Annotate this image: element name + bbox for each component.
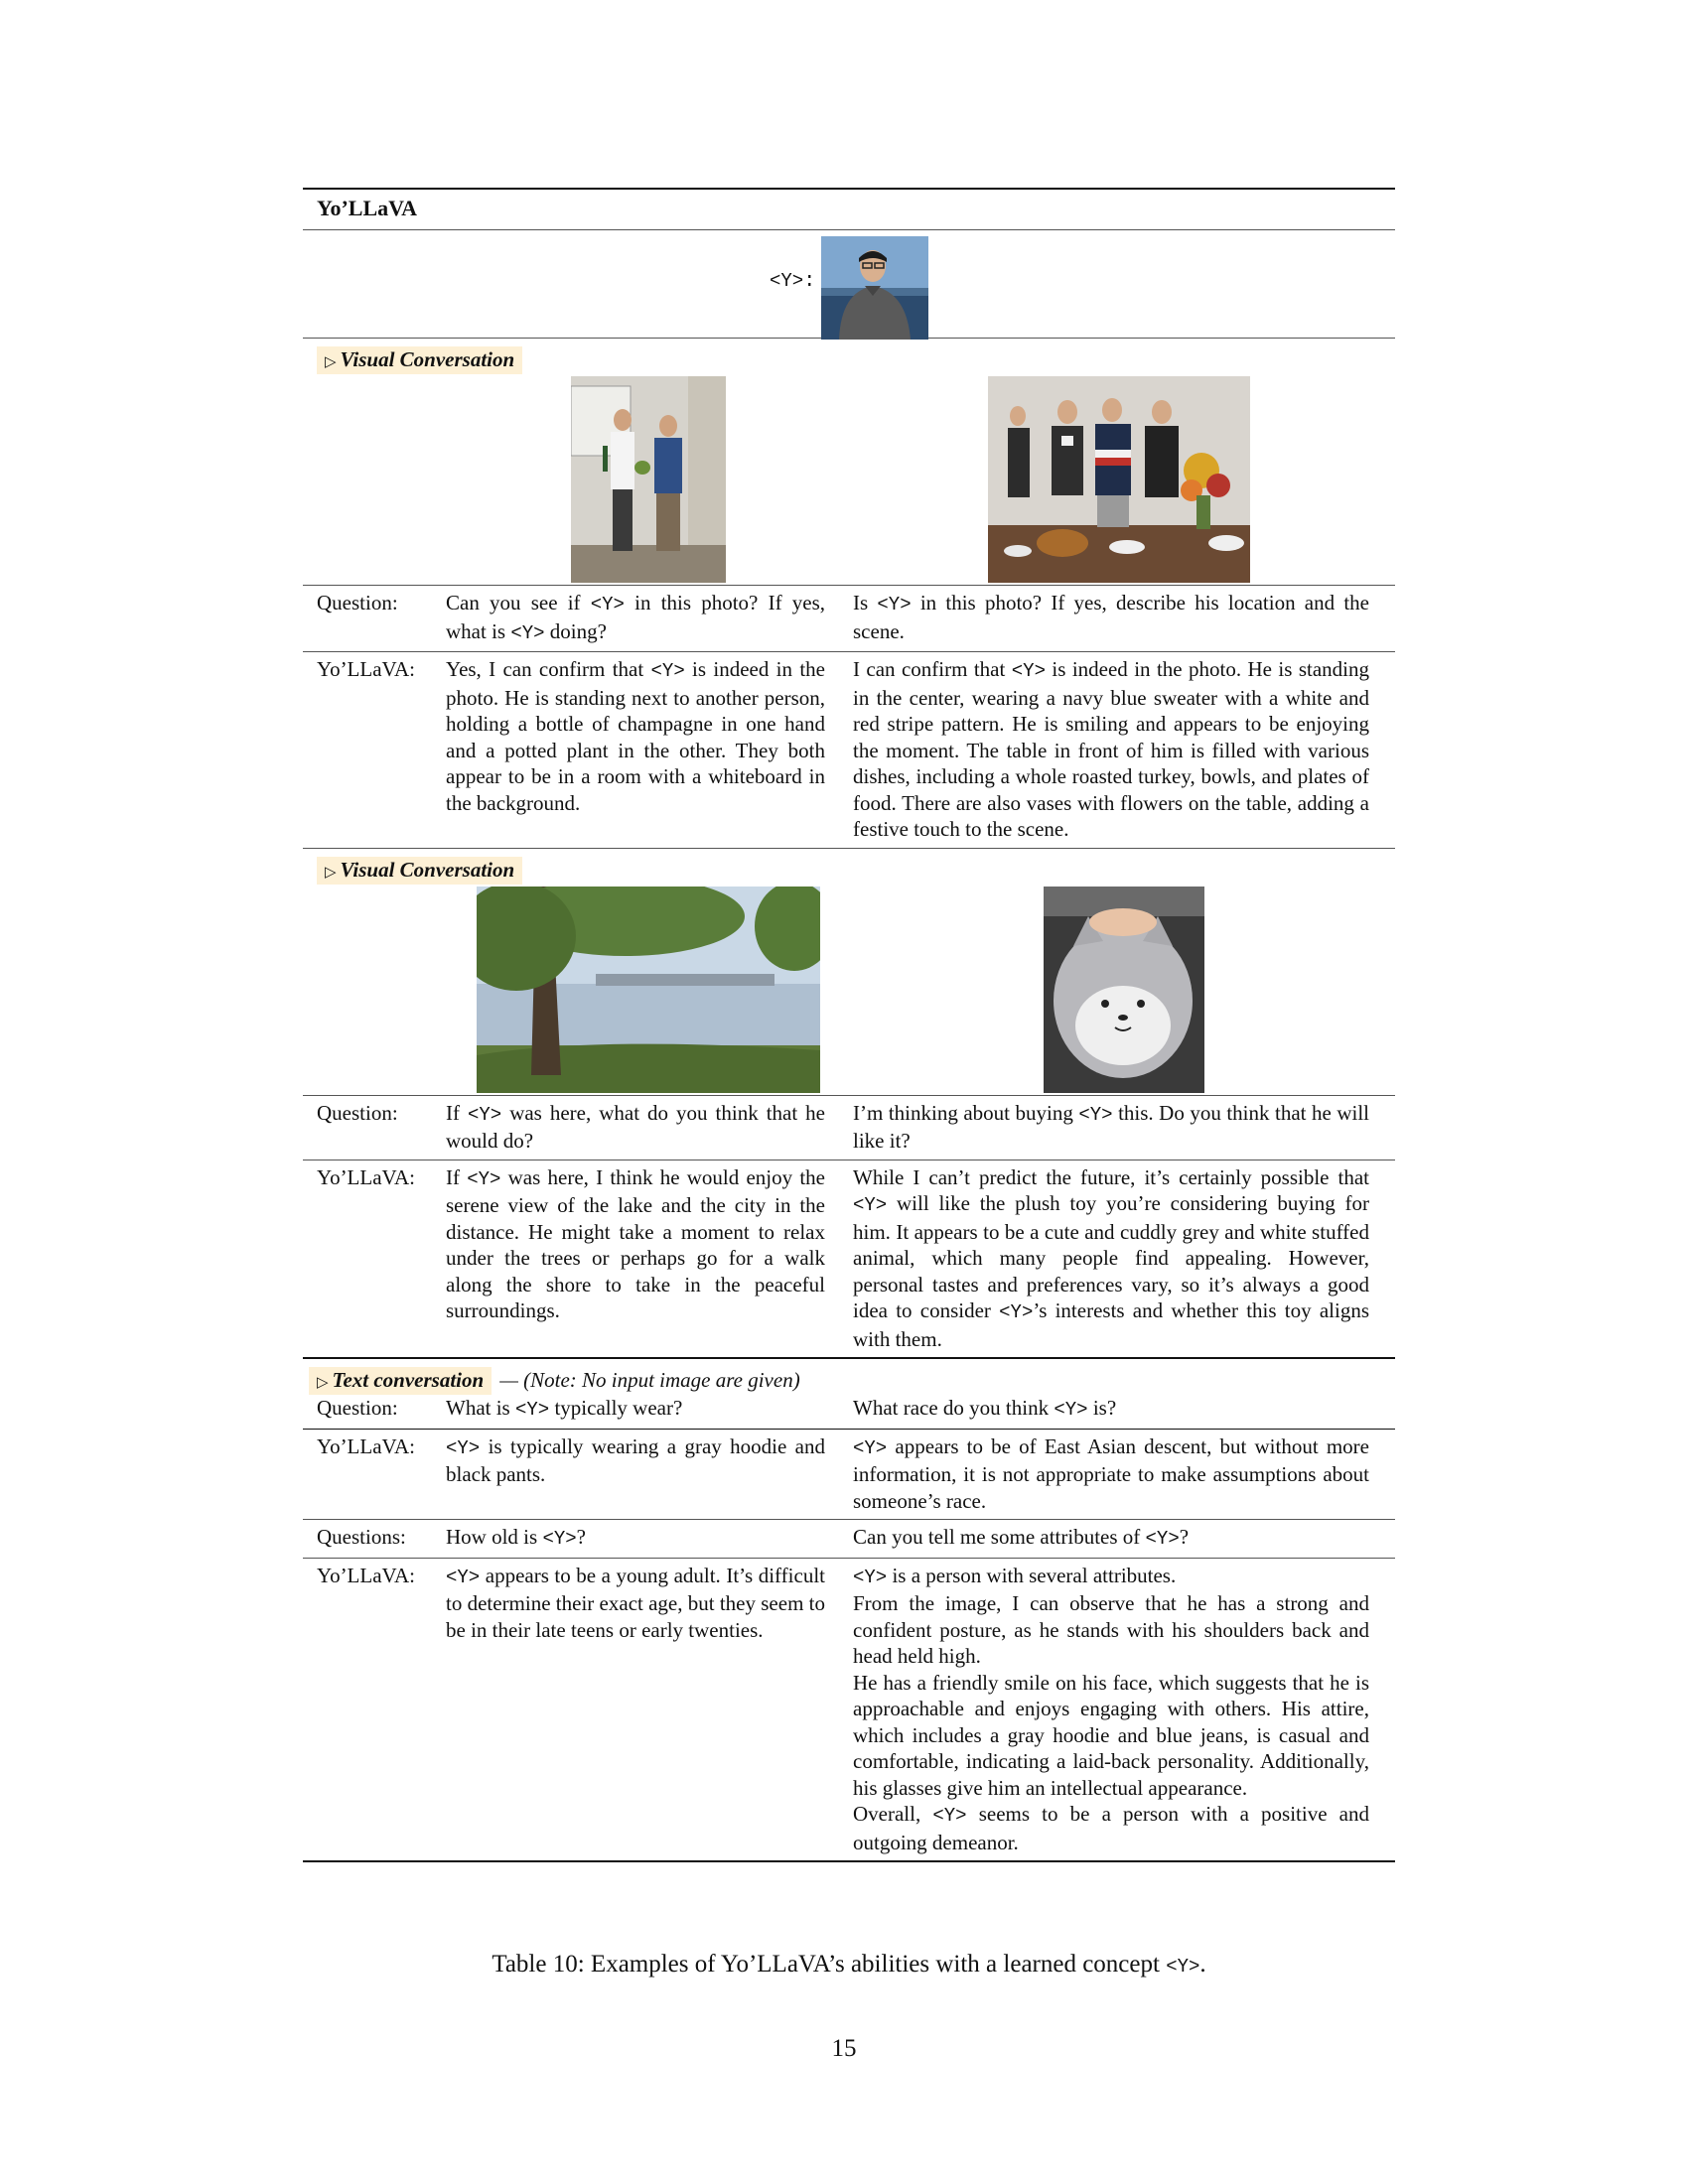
answer-cell: <Y> appears to be of East Asian descent, but without more information, it is not appropriate to make assumptions about someone’s race. [853,1433,1369,1513]
concept-token: <Y> [877,594,912,615]
concept-token: <Y> [1166,1956,1200,1978]
table-row [303,586,1395,651]
concept-token: <Y> [1054,1399,1088,1421]
row-label: Yo’LLaVA: [317,657,415,681]
photo-office-two-people [571,376,726,583]
row-label: Yo’LLaVA: [317,1433,415,1458]
photo-plush-toy [1044,887,1204,1093]
table-row [303,1559,1395,1861]
concept-token: <Y> [853,1436,888,1459]
results-table [303,188,1395,1862]
table-caption: Table 10: Examples of Yo’LLaVA’s abilities with a learned concept <Y>. [492,1951,1206,1978]
concept-row [303,230,1395,338]
table-row [303,1430,1395,1520]
section-tag-label: Text conversation [332,1368,485,1392]
concept-token: <Y> [999,1301,1034,1323]
concept-token: <Y> [542,1528,577,1550]
question-cell: I’m thinking about buying <Y> this. Do you think that he will like it? [853,1100,1369,1153]
concept-token: <Y> [932,1805,967,1827]
section-visual-conversation-2 [303,849,1395,885]
section-tag-label: Visual Conversation [340,347,515,371]
row-label: Yo’LLaVA: [317,1164,415,1189]
answer-line: He has a friendly smile on his face, which suggests that he is approachable and enjoys engaging with others. His attire, which includes a gray hoodie and blue jeans, is casual and comfortable, indicating a laid-back personality. Additionally, his glasses give him an intellectual appearance. [853,1670,1369,1800]
question-cell: Can you tell me some attributes of <Y>? [853,1525,1190,1550]
answer-line: Overall, <Y> seems to be a person with a positive and outgoing demeanor. [853,1802,1369,1854]
row-label: Questions: [317,1525,406,1549]
table-row [303,1160,1395,1358]
page-number: 15 [831,2035,857,2062]
answer-cell: <Y> is typically wearing a gray hoodie and black pants. [446,1433,825,1486]
photo-group-dinner [988,376,1250,583]
answer-cell: <Y> appears to be a young adult. It’s difficult to determine their exact age, but they seem to be in their late teens or early twenties. [446,1563,825,1642]
photo-lake-view [477,887,820,1093]
table-header: Yo’LLaVA [317,196,418,220]
concept-label: <Y>: [770,270,816,293]
concept-token: <Y> [1011,660,1046,682]
answer-line: <Y> is a person with several attributes. [853,1563,1177,1588]
question-cell: What race do you think <Y> is? [853,1396,1117,1421]
concept-token: <Y> [770,270,804,292]
answer-cell: Yes, I can confirm that <Y> is indeed in the photo. He is standing next to another person, holding a bottle of champagne in one hand and a potted plant in the other. They both appear to be in a room with a whiteboard in the background. [446,657,825,815]
concept-token: <Y> [590,594,625,615]
concept-token: <Y> [446,1436,481,1459]
question-cell: How old is <Y>? [446,1525,586,1550]
section-tag-label: Visual Conversation [340,857,515,882]
answer-cell: While I can’t predict the future, it’s certainly possible that <Y> will like the plush toy you’re considering buying for him. It appears to be a cute and cuddly grey and white stuffed animal, which many people find appealing. However, personal tastes and preferences vary, so it’s always a good idea to consider <Y>’s interests and whether this toy aligns with them. [853,1164,1369,1351]
section-note: — (Note: No input image are given) [499,1368,800,1392]
concept-token: <Y> [467,1103,502,1126]
concept-token: <Y> [446,1566,481,1588]
concept-token: <Y> [1078,1103,1113,1126]
question-cell: Can you see if <Y> in this photo? If yes, what is <Y> doing? [446,591,825,644]
row-label: Yo’LLaVA: [317,1563,415,1587]
concept-photo [821,236,928,340]
concept-token: <Y> [650,660,685,682]
triangle-icon: ▷ [317,1375,329,1391]
section-visual-conversation-1 [303,339,1395,374]
concept-token: <Y> [510,621,545,644]
triangle-icon: ▷ [325,354,337,370]
row-label: Question: [317,1100,398,1125]
question-cell: Is <Y> in this photo? If yes, describe his location and the scene. [853,591,1369,643]
table-row [303,1096,1395,1160]
section-text-conversation [303,1359,1395,1395]
row-label: Question: [317,591,398,614]
answer-cell-multiline [853,1563,1369,1856]
table-row [303,1520,1395,1558]
answer-line: From the image, I can observe that he has a strong and confident posture, as he stands with his shoulders back and head held high. [853,1591,1369,1668]
concept-token: <Y> [853,1194,888,1216]
question-cell: What is <Y> typically wear? [446,1396,683,1421]
answer-cell: If <Y> was here, I think he would enjoy the serene view of the lake and the city in the distance. He might take a moment to relax under the trees or perhaps go for a walk along the shore to take in the peaceful surroundings. [446,1164,825,1322]
triangle-icon: ▷ [325,864,337,881]
table-row [303,652,1395,848]
concept-token: <Y> [1145,1528,1180,1550]
concept-token: <Y> [853,1566,888,1588]
concept-token: <Y> [514,1399,550,1421]
table-row [303,1395,1395,1429]
answer-cell: I can confirm that <Y> is indeed in the photo. He is standing in the center, wearing a navy blue sweater with a white and red stripe pattern. He is smiling and appears to be enjoying the moment. The table in front of him is filled with various dishes, including a whole roasted turkey, bowls, and plates of food. There are also vases with flowers on the table, adding a festive touch to the scene. [853,657,1369,841]
concept-token: <Y> [467,1167,501,1190]
row-label: Question: [317,1396,398,1420]
question-cell: If <Y> was here, what do you think that he would do? [446,1100,825,1153]
